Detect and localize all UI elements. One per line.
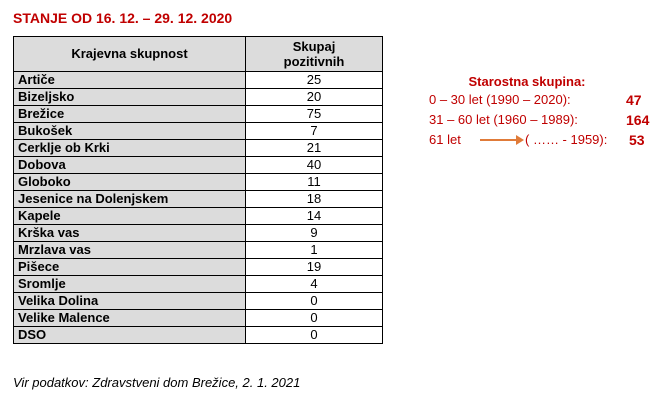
page-title: STANJE OD 16. 12. – 29. 12. 2020 <box>13 10 233 26</box>
header-krajevna-skupnost: Krajevna skupnost <box>14 37 246 72</box>
header-count-line1: Skupaj <box>292 39 336 54</box>
row-name: Krška vas <box>14 225 246 242</box>
row-name: Velika Dolina <box>14 293 246 310</box>
row-count: 40 <box>246 157 383 174</box>
source-note: Vir podatkov: Zdravstveni dom Brežice, 2. 1. 2021 <box>13 375 301 390</box>
row-count: 0 <box>246 293 383 310</box>
age-group-title: Starostna skupina: <box>468 74 586 89</box>
row-name: Mrzlava vas <box>14 242 246 259</box>
table-row <box>14 106 383 123</box>
table-row <box>14 242 383 259</box>
row-name: Bizeljsko <box>14 89 246 106</box>
table-row <box>14 174 383 191</box>
row-name: Brežice <box>14 106 246 123</box>
row-name: Bukošek <box>14 123 246 140</box>
row-name: Artiče <box>14 72 246 89</box>
table-row <box>14 89 383 106</box>
row-count: 21 <box>246 140 383 157</box>
row-name: Globoko <box>14 174 246 191</box>
row-count: 75 <box>246 106 383 123</box>
positives-table <box>13 36 383 344</box>
age-group-value: 47 <box>626 92 642 108</box>
table-row <box>14 157 383 174</box>
age-group-row <box>423 110 663 130</box>
row-name: Velike Malence <box>14 310 246 327</box>
table-header-row <box>14 37 383 72</box>
row-name: Jesenice na Dolenjskem <box>14 191 246 208</box>
header-skupaj-pozitivnih <box>246 37 383 72</box>
arrow-right-icon <box>480 139 520 141</box>
table-row <box>14 208 383 225</box>
row-name: Kapele <box>14 208 246 225</box>
age-group-row <box>423 90 663 110</box>
age-group-label: 0 – 30 let (1990 – 2020): <box>429 92 571 107</box>
age-group-panel <box>423 73 663 150</box>
row-count: 14 <box>246 208 383 225</box>
age-group-value: 164 <box>626 112 650 128</box>
table-row <box>14 293 383 310</box>
row-name: Dobova <box>14 157 246 174</box>
age-group-row <box>423 130 663 150</box>
table-row <box>14 225 383 242</box>
row-count: 7 <box>246 123 383 140</box>
row-count: 25 <box>246 72 383 89</box>
row-count: 0 <box>246 310 383 327</box>
table-row <box>14 259 383 276</box>
row-name: DSO <box>14 327 246 344</box>
table-row <box>14 310 383 327</box>
table-row <box>14 191 383 208</box>
row-name: Pišece <box>14 259 246 276</box>
row-count: 19 <box>246 259 383 276</box>
table-row <box>14 72 383 89</box>
table-row <box>14 123 383 140</box>
row-count: 0 <box>246 327 383 344</box>
row-name: Sromlje <box>14 276 246 293</box>
age-group-label-right: ( …… - 1959): <box>525 132 608 147</box>
table-row <box>14 140 383 157</box>
header-count-line2: pozitivnih <box>283 54 345 69</box>
age-group-value: 53 <box>629 132 645 148</box>
row-count: 4 <box>246 276 383 293</box>
table-row <box>14 327 383 344</box>
row-count: 11 <box>246 174 383 191</box>
row-count: 1 <box>246 242 383 259</box>
row-count: 18 <box>246 191 383 208</box>
age-group-label: 31 – 60 let (1960 – 1989): <box>429 112 578 127</box>
row-count: 20 <box>246 89 383 106</box>
arrow-head-icon <box>516 135 524 145</box>
row-count: 9 <box>246 225 383 242</box>
age-group-label-left: 61 let <box>429 132 461 147</box>
row-name: Cerklje ob Krki <box>14 140 246 157</box>
table-row <box>14 276 383 293</box>
